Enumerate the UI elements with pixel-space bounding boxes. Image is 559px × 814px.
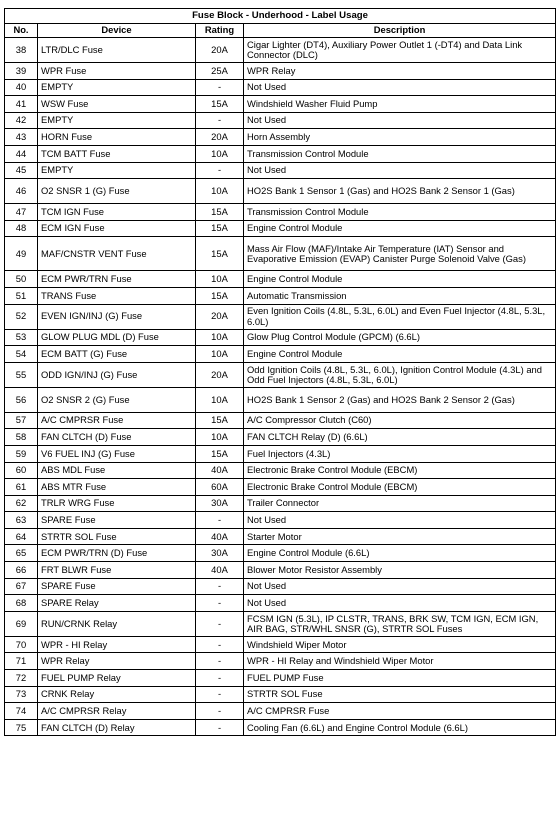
rating-cell: 20A (196, 129, 244, 146)
table-row (5, 703, 556, 720)
device-cell: MAF/CNSTR VENT Fuse (38, 237, 196, 271)
description-cell: Transmission Control Module (244, 204, 556, 221)
description-cell: Cooling Fan (6.6L) and Engine Control Module (6.6L) (244, 719, 556, 736)
table-body (5, 38, 556, 736)
rating-cell: - (196, 162, 244, 179)
rating-cell: - (196, 595, 244, 612)
header-row (5, 24, 556, 38)
rating-cell: 15A (196, 445, 244, 462)
rating-cell: - (196, 578, 244, 595)
rating-cell: 10A (196, 346, 244, 363)
table-row (5, 686, 556, 703)
rating-cell: 20A (196, 362, 244, 387)
description-cell: Not Used (244, 578, 556, 595)
fuse-number-cell: 70 (5, 636, 38, 653)
rating-cell: 10A (196, 179, 244, 204)
device-cell: ODD IGN/INJ (G) Fuse (38, 362, 196, 387)
description-cell: Electronic Brake Control Module (EBCM) (244, 479, 556, 496)
device-cell: V6 FUEL INJ (G) Fuse (38, 445, 196, 462)
description-cell: Glow Plug Control Module (GPCM) (6.6L) (244, 329, 556, 346)
table-row (5, 479, 556, 496)
device-cell: FAN CLTCH (D) Fuse (38, 429, 196, 446)
rating-cell: 40A (196, 528, 244, 545)
rating-cell: - (196, 112, 244, 129)
description-cell: Cigar Lighter (DT4), Auxiliary Power Outlet 1 (-DT4) and Data Link Connector (DLC) (244, 38, 556, 63)
rating-cell: 10A (196, 145, 244, 162)
description-cell: HO2S Bank 1 Sensor 2 (Gas) and HO2S Bank 2 Sensor 2 (Gas) (244, 387, 556, 412)
description-cell: FAN CLTCH Relay (D) (6.6L) (244, 429, 556, 446)
description-cell: Not Used (244, 112, 556, 129)
device-cell: STRTR SOL Fuse (38, 528, 196, 545)
fuse-number-cell: 58 (5, 429, 38, 446)
device-cell: HORN Fuse (38, 129, 196, 146)
table-row (5, 462, 556, 479)
table-row (5, 545, 556, 562)
device-cell: SPARE Fuse (38, 512, 196, 529)
rating-cell: - (196, 636, 244, 653)
device-cell: WPR Fuse (38, 63, 196, 80)
fuse-number-cell: 68 (5, 595, 38, 612)
table-row (5, 346, 556, 363)
fuse-number-cell: 64 (5, 528, 38, 545)
rating-cell: 10A (196, 329, 244, 346)
table-row (5, 719, 556, 736)
device-cell: EVEN IGN/INJ (G) Fuse (38, 304, 196, 329)
table-row (5, 179, 556, 204)
rating-cell: 15A (196, 204, 244, 221)
fuse-number-cell: 69 (5, 611, 38, 636)
fuse-number-cell: 43 (5, 129, 38, 146)
device-cell: TRLR WRG Fuse (38, 495, 196, 512)
fuse-number-cell: 75 (5, 719, 38, 736)
rating-cell: 30A (196, 495, 244, 512)
table-row (5, 112, 556, 129)
description-cell: Starter Motor (244, 528, 556, 545)
table-row (5, 220, 556, 237)
fuse-number-cell: 57 (5, 412, 38, 429)
device-cell: TRANS Fuse (38, 287, 196, 304)
table-row (5, 129, 556, 146)
description-cell: Trailer Connector (244, 495, 556, 512)
rating-cell: - (196, 686, 244, 703)
fuse-number-cell: 48 (5, 220, 38, 237)
description-cell: Horn Assembly (244, 129, 556, 146)
rating-cell: 40A (196, 562, 244, 579)
description-cell: Engine Control Module (244, 271, 556, 288)
description-cell: HO2S Bank 1 Sensor 1 (Gas) and HO2S Bank 2 Sensor 1 (Gas) (244, 179, 556, 204)
table-row (5, 495, 556, 512)
rating-cell: - (196, 703, 244, 720)
description-cell: Fuel Injectors (4.3L) (244, 445, 556, 462)
description-cell: WPR Relay (244, 63, 556, 80)
device-cell: GLOW PLUG MDL (D) Fuse (38, 329, 196, 346)
fuse-number-cell: 72 (5, 670, 38, 687)
description-cell: Engine Control Module (6.6L) (244, 545, 556, 562)
device-cell: ECM PWR/TRN (D) Fuse (38, 545, 196, 562)
table-row (5, 63, 556, 80)
header-no: No. (5, 24, 38, 38)
table-row (5, 38, 556, 63)
device-cell: ECM PWR/TRN Fuse (38, 271, 196, 288)
description-cell: Blower Motor Resistor Assembly (244, 562, 556, 579)
fuse-number-cell: 47 (5, 204, 38, 221)
device-cell: O2 SNSR 2 (G) Fuse (38, 387, 196, 412)
rating-cell: - (196, 79, 244, 96)
rating-cell: 40A (196, 462, 244, 479)
description-cell: Electronic Brake Control Module (EBCM) (244, 462, 556, 479)
description-cell: Not Used (244, 595, 556, 612)
table-row (5, 412, 556, 429)
fuse-number-cell: 39 (5, 63, 38, 80)
fuse-number-cell: 63 (5, 512, 38, 529)
table-row (5, 329, 556, 346)
fuse-number-cell: 71 (5, 653, 38, 670)
description-cell: Windshield Wiper Motor (244, 636, 556, 653)
device-cell: EMPTY (38, 112, 196, 129)
rating-cell: 15A (196, 237, 244, 271)
rating-cell: 10A (196, 387, 244, 412)
fuse-number-cell: 59 (5, 445, 38, 462)
fuse-number-cell: 62 (5, 495, 38, 512)
table-title: Fuse Block - Underhood - Label Usage (5, 9, 556, 24)
description-cell: Engine Control Module (244, 220, 556, 237)
description-cell: FUEL PUMP Fuse (244, 670, 556, 687)
rating-cell: - (196, 512, 244, 529)
fuse-number-cell: 40 (5, 79, 38, 96)
table-row (5, 636, 556, 653)
rating-cell: 10A (196, 429, 244, 446)
device-cell: CRNK Relay (38, 686, 196, 703)
header-description: Description (244, 24, 556, 38)
description-cell: STRTR SOL Fuse (244, 686, 556, 703)
device-cell: SPARE Fuse (38, 578, 196, 595)
table-row (5, 304, 556, 329)
table-row (5, 362, 556, 387)
device-cell: O2 SNSR 1 (G) Fuse (38, 179, 196, 204)
fuse-usage-document (4, 8, 555, 736)
table-row (5, 162, 556, 179)
description-cell: Automatic Transmission (244, 287, 556, 304)
header-rating: Rating (196, 24, 244, 38)
table-row (5, 79, 556, 96)
device-cell: TCM BATT Fuse (38, 145, 196, 162)
table-row (5, 595, 556, 612)
device-cell: LTR/DLC Fuse (38, 38, 196, 63)
device-cell: RUN/CRNK Relay (38, 611, 196, 636)
fuse-number-cell: 38 (5, 38, 38, 63)
fuse-number-cell: 41 (5, 96, 38, 113)
rating-cell: - (196, 670, 244, 687)
rating-cell: 20A (196, 38, 244, 63)
fuse-usage-table (4, 8, 556, 736)
table-row (5, 611, 556, 636)
device-cell: EMPTY (38, 162, 196, 179)
description-cell: Even Ignition Coils (4.8L, 5.3L, 6.0L) and Even Fuel Injector (4.8L, 5.3L, 6.0L) (244, 304, 556, 329)
fuse-number-cell: 49 (5, 237, 38, 271)
device-cell: SPARE Relay (38, 595, 196, 612)
fuse-number-cell: 51 (5, 287, 38, 304)
rating-cell: 30A (196, 545, 244, 562)
device-cell: A/C CMPRSR Relay (38, 703, 196, 720)
table-row (5, 670, 556, 687)
table-row (5, 528, 556, 545)
table-row (5, 287, 556, 304)
device-cell: FAN CLTCH (D) Relay (38, 719, 196, 736)
rating-cell: - (196, 719, 244, 736)
device-cell: FUEL PUMP Relay (38, 670, 196, 687)
table-row (5, 445, 556, 462)
fuse-number-cell: 73 (5, 686, 38, 703)
fuse-number-cell: 45 (5, 162, 38, 179)
fuse-number-cell: 66 (5, 562, 38, 579)
table-row (5, 145, 556, 162)
rating-cell: 15A (196, 96, 244, 113)
description-cell: WPR - HI Relay and Windshield Wiper Motor (244, 653, 556, 670)
description-cell: FCSM IGN (5.3L), IP CLSTR, TRANS, BRK SW, TCM IGN, ECM IGN, AIR BAG, STR/WHL SNSR (G), STRTR SOL Fuses (244, 611, 556, 636)
device-cell: WPR Relay (38, 653, 196, 670)
description-cell: Odd Ignition Coils (4.8L, 5.3L, 6.0L), Ignition Control Module (4.3L) and Odd Fuel Injectors (4.8L, 5.3L, 6.0L) (244, 362, 556, 387)
description-cell: Transmission Control Module (244, 145, 556, 162)
table-row (5, 96, 556, 113)
fuse-number-cell: 56 (5, 387, 38, 412)
rating-cell: 10A (196, 271, 244, 288)
fuse-number-cell: 60 (5, 462, 38, 479)
device-cell: A/C CMPRSR Fuse (38, 412, 196, 429)
fuse-number-cell: 54 (5, 346, 38, 363)
description-cell: Engine Control Module (244, 346, 556, 363)
table-row (5, 204, 556, 221)
device-cell: ECM IGN Fuse (38, 220, 196, 237)
rating-cell: 15A (196, 287, 244, 304)
table-row (5, 387, 556, 412)
fuse-number-cell: 44 (5, 145, 38, 162)
device-cell: ABS MDL Fuse (38, 462, 196, 479)
device-cell: WPR - HI Relay (38, 636, 196, 653)
rating-cell: - (196, 653, 244, 670)
fuse-number-cell: 42 (5, 112, 38, 129)
table-row (5, 429, 556, 446)
fuse-number-cell: 65 (5, 545, 38, 562)
table-row (5, 578, 556, 595)
rating-cell: 60A (196, 479, 244, 496)
rating-cell: 15A (196, 412, 244, 429)
table-row (5, 562, 556, 579)
rating-cell: 15A (196, 220, 244, 237)
fuse-number-cell: 61 (5, 479, 38, 496)
description-cell: A/C CMPRSR Fuse (244, 703, 556, 720)
description-cell: Not Used (244, 162, 556, 179)
rating-cell: - (196, 611, 244, 636)
fuse-number-cell: 50 (5, 271, 38, 288)
device-cell: ABS MTR Fuse (38, 479, 196, 496)
device-cell: FRT BLWR Fuse (38, 562, 196, 579)
rating-cell: 25A (196, 63, 244, 80)
fuse-number-cell: 74 (5, 703, 38, 720)
description-cell: Not Used (244, 79, 556, 96)
fuse-number-cell: 67 (5, 578, 38, 595)
device-cell: EMPTY (38, 79, 196, 96)
fuse-number-cell: 46 (5, 179, 38, 204)
header-device: Device (38, 24, 196, 38)
description-cell: Windshield Washer Fluid Pump (244, 96, 556, 113)
description-cell: A/C Compressor Clutch (C60) (244, 412, 556, 429)
table-row (5, 512, 556, 529)
table-row (5, 653, 556, 670)
description-cell: Mass Air Flow (MAF)/Intake Air Temperature (IAT) Sensor and Evaporative Emission (EVAP) Canister Purge Solenoid Valve (Gas) (244, 237, 556, 271)
description-cell: Not Used (244, 512, 556, 529)
table-row (5, 271, 556, 288)
fuse-number-cell: 52 (5, 304, 38, 329)
fuse-number-cell: 53 (5, 329, 38, 346)
device-cell: TCM IGN Fuse (38, 204, 196, 221)
fuse-number-cell: 55 (5, 362, 38, 387)
rating-cell: 20A (196, 304, 244, 329)
device-cell: ECM BATT (G) Fuse (38, 346, 196, 363)
device-cell: WSW Fuse (38, 96, 196, 113)
table-row (5, 237, 556, 271)
